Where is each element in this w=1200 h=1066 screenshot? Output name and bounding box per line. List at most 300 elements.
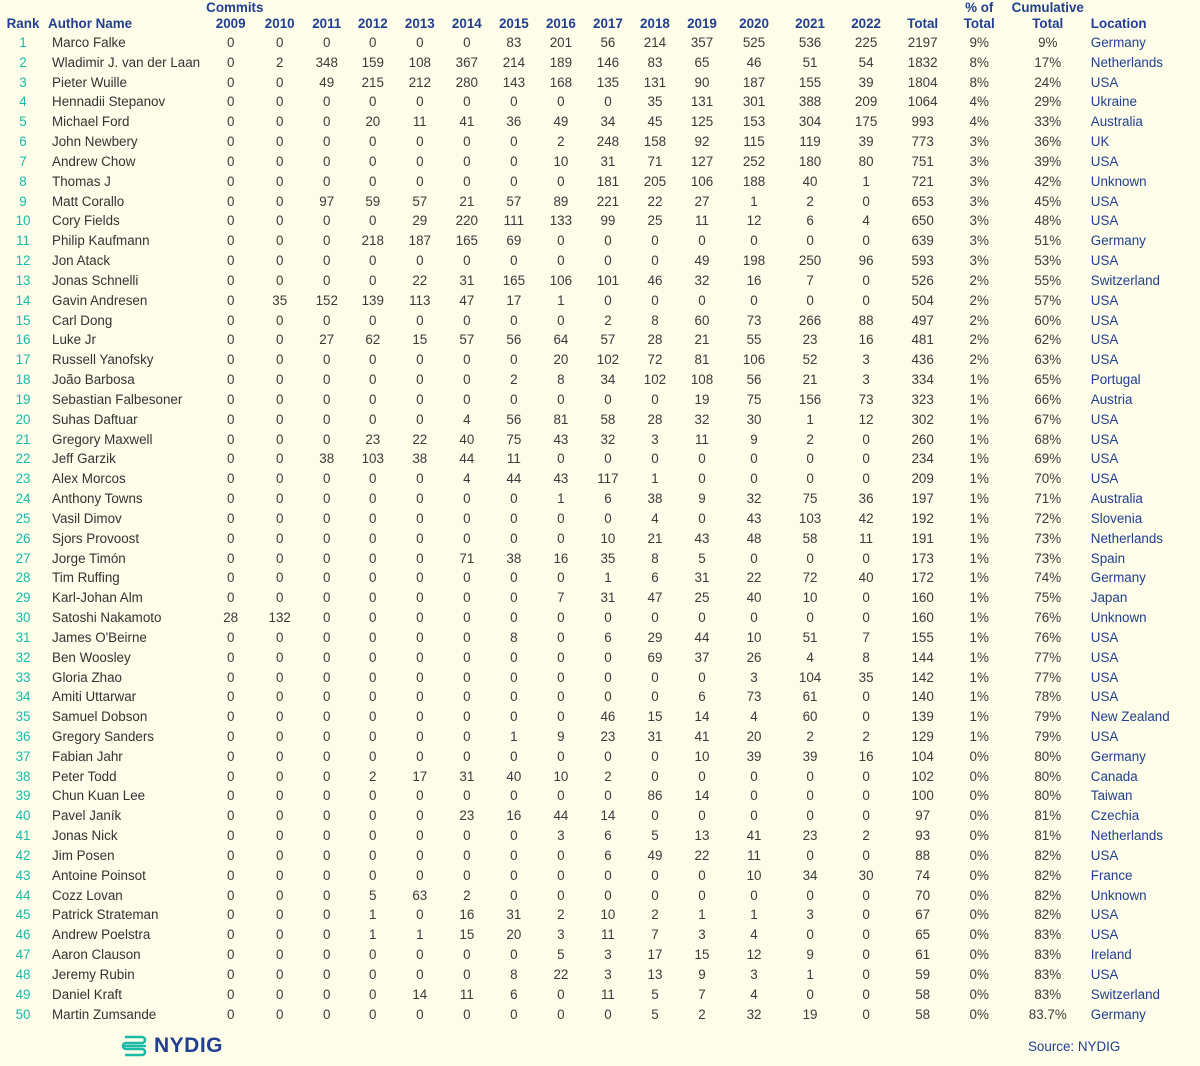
- pct-of-total-cell: 1%: [969, 372, 989, 388]
- commits-2015-cell: 0: [510, 530, 518, 546]
- cumulative-total-cell: 67%: [1034, 411, 1062, 427]
- commits-2012-cell: 215: [361, 74, 384, 90]
- commits-2013-cell: 38: [412, 451, 428, 467]
- cumulative-total-cell: 78%: [1034, 689, 1062, 705]
- commits-2015-cell: 0: [510, 788, 518, 804]
- commits-2009-cell: 0: [226, 94, 235, 110]
- table-row: [0, 886, 1188, 906]
- commits-2019-cell: 6: [698, 689, 706, 705]
- commits-2019-cell: 0: [698, 292, 706, 308]
- commits-2011-cell: 0: [323, 530, 331, 546]
- rank-cell: 6: [19, 134, 27, 150]
- commits-2017-cell: 0: [604, 689, 612, 705]
- commits-2017-cell: 2: [604, 312, 612, 328]
- total-cell: 334: [911, 372, 934, 388]
- commits-2021-cell: 72: [802, 570, 818, 586]
- commits-2021-cell: 23: [802, 332, 818, 348]
- table-row: [0, 985, 1188, 1005]
- pct-of-total-cell: 3%: [969, 153, 989, 169]
- commits-2017-cell: 6: [604, 847, 612, 863]
- commits-2016-cell: 0: [557, 610, 565, 626]
- commits-2014-cell: 0: [463, 134, 471, 150]
- commits-2013-cell: 0: [416, 173, 424, 189]
- total-cell: 97: [915, 808, 931, 824]
- commits-2018-cell: 0: [651, 867, 659, 883]
- pct-of-total-cell: 3%: [969, 253, 989, 269]
- commits-2022-cell: 0: [862, 966, 870, 982]
- table-row: [0, 905, 1188, 925]
- commits-2010-cell: 0: [275, 669, 284, 685]
- commits-2010-cell: 0: [275, 391, 284, 407]
- commits-2021-cell: 9: [806, 947, 814, 963]
- commits-2022-cell: 0: [862, 768, 870, 784]
- rank-cell: 27: [15, 550, 31, 566]
- commits-2020-cell: 40: [746, 590, 762, 606]
- commits-2010-cell: 0: [275, 134, 284, 150]
- commits-2022-cell: 3: [862, 372, 870, 388]
- commits-2022-cell: 0: [862, 709, 870, 725]
- rank-cell: 20: [15, 411, 31, 427]
- commits-2018-cell: 0: [651, 689, 659, 705]
- commits-2021-cell: 0: [806, 233, 814, 249]
- commits-2019-cell: 10: [694, 748, 710, 764]
- commits-2020-cell: 9: [750, 431, 758, 447]
- header-year-2020: 2020: [739, 16, 769, 31]
- location-cell: France: [1090, 867, 1133, 883]
- author-name-cell: Philip Kaufmann: [52, 233, 150, 249]
- total-cell: 142: [911, 669, 934, 685]
- commits-2019-cell: 127: [690, 153, 714, 169]
- cumulative-total-cell: 76%: [1034, 629, 1062, 645]
- cumulative-total-cell: 82%: [1034, 847, 1062, 863]
- commits-2022-cell: 0: [862, 907, 870, 923]
- commits-2011-cell: 0: [323, 114, 331, 130]
- commits-2020-cell: 0: [750, 550, 758, 566]
- commits-2012-cell: 0: [369, 471, 377, 487]
- commits-2010-cell: 0: [275, 233, 284, 249]
- commits-2022-cell: 0: [862, 689, 870, 705]
- commits-2014-cell: 23: [459, 808, 475, 824]
- commits-2017-cell: 221: [596, 193, 620, 209]
- cumulative-total-cell: 73%: [1034, 550, 1062, 566]
- cumulative-total-cell: 66%: [1034, 391, 1062, 407]
- commits-2020-cell: 10: [746, 867, 762, 883]
- commits-2012-cell: 0: [369, 213, 377, 229]
- commits-2019-cell: 0: [698, 233, 706, 249]
- cumulative-total-cell: 39%: [1034, 153, 1062, 169]
- commits-2012-cell: 218: [361, 233, 384, 249]
- commits-2017-cell: 146: [596, 54, 620, 70]
- commits-2015-cell: 0: [510, 867, 518, 883]
- commits-2022-cell: 0: [862, 451, 870, 467]
- commits-2019-cell: 2: [698, 1006, 706, 1022]
- commits-2009-cell: 0: [226, 134, 235, 150]
- table-row: [0, 92, 1188, 112]
- rank-cell: 1: [19, 35, 27, 50]
- commits-2022-cell: 0: [862, 947, 870, 963]
- commits-2016-cell: 1: [557, 292, 565, 308]
- total-cell: 209: [911, 471, 934, 487]
- commits-2020-cell: 4: [750, 986, 758, 1002]
- commits-2020-cell: 0: [750, 768, 758, 784]
- commits-2013-cell: 0: [416, 828, 424, 844]
- total-cell: 102: [911, 768, 934, 784]
- commits-2012-cell: 0: [369, 372, 377, 388]
- commits-2010-cell: 0: [275, 947, 284, 963]
- commits-2013-cell: 0: [416, 907, 424, 923]
- commits-2011-cell: 0: [323, 689, 331, 705]
- pct-of-total-cell: 0%: [969, 847, 989, 863]
- commits-2011-cell: 0: [323, 728, 331, 744]
- commits-2017-cell: 10: [600, 907, 616, 923]
- pct-of-total-cell: 1%: [969, 530, 989, 546]
- commits-2009-cell: 0: [226, 292, 235, 308]
- commits-2021-cell: 34: [802, 867, 818, 883]
- commits-2017-cell: 23: [600, 728, 616, 744]
- location-cell: USA: [1090, 312, 1119, 328]
- commits-2019-cell: 13: [694, 828, 710, 844]
- commits-2011-cell: 0: [323, 391, 331, 407]
- table-row: [0, 687, 1188, 707]
- commits-2021-cell: 60: [802, 709, 818, 725]
- commits-2022-cell: 2: [862, 828, 870, 844]
- commits-2018-cell: 8: [651, 550, 659, 566]
- total-cell: 140: [911, 689, 934, 705]
- table-row: [0, 53, 1188, 73]
- author-name-cell: Alex Morcos: [52, 471, 126, 487]
- commits-2011-cell: 0: [323, 213, 331, 229]
- commits-2011-cell: 49: [319, 74, 335, 90]
- author-name-cell: Russell Yanofsky: [52, 352, 154, 368]
- commits-2014-cell: 0: [463, 728, 471, 744]
- commits-2011-cell: 0: [323, 610, 331, 626]
- pct-of-total-cell: 0%: [969, 867, 989, 883]
- commits-2022-cell: 0: [862, 292, 870, 308]
- author-name-cell: Suhas Daftuar: [52, 411, 138, 427]
- commits-2012-cell: 1: [369, 907, 377, 923]
- commits-2017-cell: 58: [600, 411, 616, 427]
- commits-2015-cell: 0: [510, 828, 518, 844]
- commits-2016-cell: 133: [549, 213, 573, 229]
- commits-2014-cell: 0: [463, 253, 471, 269]
- commits-2009-cell: 0: [226, 689, 235, 705]
- commits-2009-cell: 0: [226, 372, 235, 388]
- commits-2017-cell: 0: [604, 867, 612, 883]
- author-name-cell: Jonas Schnelli: [52, 272, 139, 288]
- commits-2021-cell: 10: [802, 590, 818, 606]
- commits-2009-cell: 0: [226, 54, 235, 70]
- commits-2016-cell: 0: [557, 689, 565, 705]
- commits-2009-cell: 0: [226, 887, 235, 903]
- commits-2015-cell: 214: [502, 54, 526, 70]
- commits-2011-cell: 0: [323, 709, 331, 725]
- commits-2016-cell: 44: [553, 808, 569, 824]
- commits-2012-cell: 0: [369, 590, 377, 606]
- pct-of-total-cell: 3%: [969, 173, 989, 189]
- cumulative-total-cell: 82%: [1034, 887, 1062, 903]
- commits-2011-cell: 0: [323, 907, 331, 923]
- cumulative-total-cell: 42%: [1034, 173, 1062, 189]
- total-cell: 58: [915, 986, 931, 1002]
- commits-2010-cell: 0: [275, 114, 284, 130]
- commits-2019-cell: 106: [690, 173, 714, 189]
- author-name-cell: Wladimir J. van der Laan: [52, 54, 201, 70]
- commits-2018-cell: 5: [651, 828, 659, 844]
- commits-2017-cell: 0: [604, 253, 612, 269]
- commits-2019-cell: 3: [698, 927, 706, 943]
- location-cell: USA: [1090, 927, 1119, 943]
- author-name-cell: Marco Falke: [52, 35, 126, 50]
- commits-2012-cell: 0: [369, 134, 377, 150]
- total-cell: 129: [911, 728, 934, 744]
- commits-2015-cell: 0: [510, 709, 518, 725]
- rank-cell: 50: [15, 1006, 31, 1022]
- pct-of-total-cell: 1%: [969, 590, 989, 606]
- commits-2010-cell: 0: [275, 748, 284, 764]
- commits-2021-cell: 39: [802, 748, 818, 764]
- location-cell: USA: [1090, 669, 1119, 685]
- pct-of-total-cell: 0%: [969, 748, 989, 764]
- commits-2010-cell: 0: [275, 451, 284, 467]
- pct-of-total-cell: 1%: [969, 550, 989, 566]
- commits-2012-cell: 0: [369, 649, 377, 665]
- commits-2016-cell: 201: [549, 35, 573, 50]
- commits-2012-cell: 0: [369, 828, 377, 844]
- location-cell: USA: [1090, 431, 1119, 447]
- commits-2017-cell: 6: [604, 629, 612, 645]
- commits-2009-cell: 28: [223, 610, 239, 626]
- total-cell: 1804: [907, 74, 938, 90]
- table-row: [0, 549, 1188, 569]
- commits-2014-cell: 0: [463, 867, 471, 883]
- commits-2011-cell: 0: [323, 629, 331, 645]
- author-name-cell: Jim Posen: [52, 847, 115, 863]
- commits-2012-cell: 0: [369, 709, 377, 725]
- location-cell: USA: [1090, 411, 1119, 427]
- total-cell: 260: [911, 431, 934, 447]
- total-cell: 191: [911, 530, 934, 546]
- author-name-cell: Jorge Timón: [52, 550, 126, 566]
- commits-2014-cell: 0: [463, 947, 471, 963]
- commits-2017-cell: 10: [600, 530, 616, 546]
- commits-2013-cell: 0: [416, 153, 424, 169]
- author-name-cell: Ben Woosley: [52, 649, 131, 665]
- commits-2019-cell: 125: [690, 114, 714, 130]
- commits-2013-cell: 0: [416, 94, 424, 110]
- commits-2022-cell: 8: [862, 649, 870, 665]
- commits-2009-cell: 0: [226, 748, 235, 764]
- commits-2010-cell: 0: [275, 352, 284, 368]
- commits-2014-cell: 2: [463, 887, 471, 903]
- author-name-cell: Andrew Poelstra: [52, 927, 151, 943]
- commits-2020-cell: 252: [742, 153, 766, 169]
- commits-2017-cell: 0: [604, 292, 612, 308]
- commits-2018-cell: 15: [647, 709, 663, 725]
- author-name-cell: Jonas Nick: [52, 828, 118, 844]
- commits-2010-cell: 0: [275, 550, 284, 566]
- table-row: [0, 945, 1188, 965]
- total-cell: 155: [911, 629, 934, 645]
- commits-2020-cell: 16: [746, 272, 762, 288]
- commits-2009-cell: 0: [226, 530, 235, 546]
- commits-2015-cell: 0: [510, 134, 518, 150]
- commits-2013-cell: 63: [412, 887, 428, 903]
- location-cell: USA: [1090, 451, 1119, 467]
- location-cell: USA: [1090, 213, 1119, 229]
- commits-2022-cell: 225: [854, 35, 878, 50]
- author-name-cell: Patrick Strateman: [52, 907, 159, 923]
- rank-cell: 5: [19, 114, 27, 130]
- commits-2016-cell: 0: [557, 173, 565, 189]
- rank-cell: 8: [19, 173, 27, 189]
- pct-of-total-cell: 2%: [969, 272, 989, 288]
- commits-2015-cell: 20: [506, 927, 522, 943]
- commits-2010-cell: 0: [275, 312, 284, 328]
- commits-2022-cell: 35: [858, 669, 874, 685]
- commits-2014-cell: 0: [463, 966, 471, 982]
- rank-cell: 24: [15, 491, 31, 507]
- rank-cell: 43: [15, 867, 31, 883]
- commits-2022-cell: 80: [858, 153, 874, 169]
- commits-2009-cell: 0: [226, 272, 235, 288]
- commits-2015-cell: 0: [510, 847, 518, 863]
- commits-2011-cell: 0: [323, 847, 331, 863]
- pct-of-total-cell: 3%: [969, 193, 989, 209]
- commits-2017-cell: 31: [600, 153, 616, 169]
- commits-2015-cell: 38: [506, 550, 522, 566]
- commits-2022-cell: 0: [862, 1006, 870, 1022]
- rank-cell: 48: [15, 966, 31, 982]
- location-cell: USA: [1090, 966, 1119, 982]
- commits-2009-cell: 0: [226, 649, 235, 665]
- commits-2012-cell: 1: [369, 927, 377, 943]
- author-name-cell: João Barbosa: [52, 372, 135, 388]
- commits-2010-cell: 0: [275, 887, 284, 903]
- commits-2017-cell: 6: [604, 828, 612, 844]
- table-row: [0, 330, 1188, 350]
- table-row: [0, 251, 1188, 271]
- cumulative-total-cell: 68%: [1034, 431, 1062, 447]
- commits-2020-cell: 26: [746, 649, 762, 665]
- commits-2009-cell: 0: [226, 947, 235, 963]
- commits-2021-cell: 19: [802, 1006, 818, 1022]
- table-row: [0, 846, 1188, 866]
- commits-2010-cell: 0: [275, 153, 284, 169]
- commits-2020-cell: 75: [746, 391, 762, 407]
- commits-2021-cell: 0: [806, 610, 814, 626]
- total-cell: 65: [915, 927, 931, 943]
- commits-2013-cell: 0: [416, 748, 424, 764]
- pct-of-total-cell: 2%: [969, 312, 989, 328]
- total-cell: 74: [915, 867, 931, 883]
- commits-2016-cell: 0: [557, 847, 565, 863]
- location-cell: USA: [1090, 907, 1119, 923]
- commits-2022-cell: 209: [854, 94, 878, 110]
- author-name-cell: Daniel Kraft: [52, 986, 122, 1002]
- commits-2014-cell: 367: [455, 54, 478, 70]
- commits-2016-cell: 189: [549, 54, 573, 70]
- commits-2020-cell: 0: [750, 610, 758, 626]
- commits-2022-cell: 42: [858, 510, 874, 526]
- total-cell: 436: [911, 352, 934, 368]
- author-name-cell: Karl-Johan Alm: [52, 590, 143, 606]
- rank-cell: 16: [15, 332, 31, 348]
- commits-2018-cell: 49: [647, 847, 663, 863]
- commits-2021-cell: 0: [806, 986, 814, 1002]
- commits-2020-cell: 12: [746, 213, 762, 229]
- rank-cell: 4: [19, 94, 27, 110]
- commits-2016-cell: 3: [557, 828, 565, 844]
- commits-2013-cell: 17: [412, 768, 428, 784]
- commits-2021-cell: 4: [806, 649, 814, 665]
- author-name-cell: Sebastian Falbesoner: [52, 391, 183, 407]
- location-cell: Japan: [1090, 590, 1128, 606]
- commits-2014-cell: 4: [463, 411, 471, 427]
- commits-2019-cell: 11: [695, 213, 709, 229]
- commits-2018-cell: 102: [643, 372, 667, 388]
- commits-2020-cell: 56: [746, 372, 762, 388]
- commits-2022-cell: 12: [858, 411, 874, 427]
- total-cell: 650: [911, 213, 934, 229]
- header-commits-group: Commits: [206, 0, 264, 15]
- rank-cell: 7: [19, 153, 27, 169]
- commits-2021-cell: 155: [798, 74, 822, 90]
- header-row: [0, 0, 1188, 33]
- commits-2020-cell: 0: [750, 292, 758, 308]
- rank-cell: 44: [15, 887, 31, 903]
- author-name-cell: Chun Kuan Lee: [52, 788, 146, 804]
- commits-2017-cell: 3: [604, 947, 612, 963]
- commits-2022-cell: 39: [858, 74, 874, 90]
- author-name-cell: Satoshi Nakamoto: [52, 610, 162, 626]
- commits-2012-cell: 0: [369, 728, 377, 744]
- commits-2022-cell: 96: [858, 253, 874, 269]
- commits-2011-cell: 0: [323, 966, 331, 982]
- author-name-cell: Gavin Andresen: [52, 292, 148, 308]
- pct-of-total-cell: 1%: [969, 649, 989, 665]
- commits-2013-cell: 57: [412, 193, 428, 209]
- commits-2016-cell: 20: [553, 352, 569, 368]
- cumulative-total-cell: 81%: [1034, 808, 1062, 824]
- author-name-cell: Amiti Uttarwar: [52, 689, 137, 705]
- commits-2017-cell: 1: [604, 570, 612, 586]
- cumulative-total-cell: 79%: [1034, 728, 1062, 744]
- commits-2020-cell: 22: [746, 570, 762, 586]
- author-name-cell: Gregory Sanders: [52, 728, 154, 744]
- commits-2016-cell: 0: [557, 1006, 565, 1022]
- commits-2021-cell: 180: [798, 153, 822, 169]
- author-name-cell: Luke Jr: [52, 332, 96, 348]
- commits-2014-cell: 11: [459, 986, 474, 1002]
- commits-2009-cell: 0: [226, 709, 235, 725]
- total-cell: 160: [911, 590, 934, 606]
- commits-2016-cell: 89: [553, 193, 569, 209]
- commits-2018-cell: 0: [651, 451, 659, 467]
- commits-2009-cell: 0: [226, 332, 235, 348]
- commits-2011-cell: 0: [323, 590, 331, 606]
- pct-of-total-cell: 1%: [969, 391, 989, 407]
- commits-2018-cell: 0: [651, 233, 659, 249]
- commits-2014-cell: 57: [459, 332, 475, 348]
- commits-2012-cell: 0: [369, 35, 377, 50]
- total-cell: 2197: [907, 35, 938, 50]
- cumulative-total-cell: 74%: [1034, 570, 1062, 586]
- commits-2018-cell: 31: [647, 728, 663, 744]
- commits-2018-cell: 0: [651, 748, 659, 764]
- commits-2013-cell: 0: [416, 570, 424, 586]
- commits-2013-cell: 0: [416, 629, 424, 645]
- commits-2011-cell: 0: [323, 887, 331, 903]
